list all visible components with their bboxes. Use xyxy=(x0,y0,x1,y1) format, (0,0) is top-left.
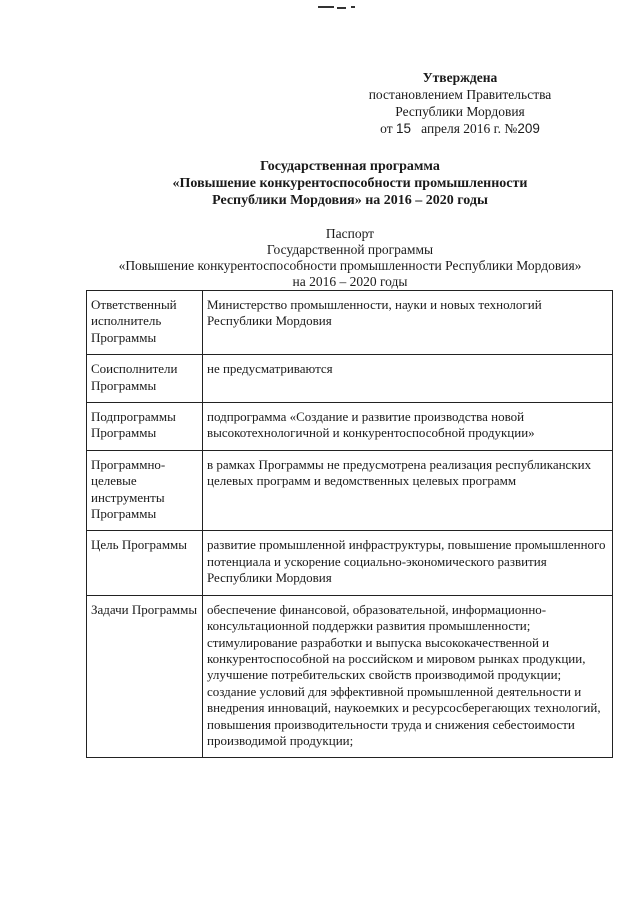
passport-heading xyxy=(80,226,620,290)
table-row xyxy=(87,403,613,451)
date-day: 15 xyxy=(396,121,412,136)
row-value-paragraph: подпрограмма «Создание и развитие производства новой высокотехнологичной и конкурентоспособной продукции» xyxy=(207,409,535,441)
table-row xyxy=(87,450,613,531)
row-value-paragraph: обеспечение финансовой, образовательной, информационно-консультационной поддержки развития промышленности; xyxy=(207,601,547,634)
table-row xyxy=(87,355,613,403)
row-label: Программно-целевые инструменты Программы xyxy=(87,450,203,531)
approval-date-line xyxy=(340,120,580,137)
passport-heading-line: Государственной программы xyxy=(266,242,434,257)
program-title-line: «Повышение конкурентоспособности промышленности xyxy=(172,176,528,191)
approval-block xyxy=(340,69,580,137)
row-value-paragraph: в рамках Программы не предусмотрена реализация республиканских целевых программ и ведомственных целевых программ xyxy=(207,456,592,489)
row-value xyxy=(203,403,613,451)
row-label: Задачи Программы xyxy=(87,595,203,758)
row-value xyxy=(203,450,613,531)
date-prefix: от xyxy=(380,121,393,136)
row-label: Соисполнители Программы xyxy=(87,355,203,403)
approval-heading: Утверждена xyxy=(422,70,498,85)
row-value xyxy=(203,355,613,403)
program-title-line: Республики Мордовия» на 2016 – 2020 годы xyxy=(212,193,488,208)
approval-line-government: постановлением Правительства xyxy=(368,87,552,102)
passport-heading-line: Паспорт xyxy=(325,226,375,241)
row-value-paragraph: создание условий для эффективной промышленной деятельности и внедрения инноваций, наукоемких и ресурсосберегающих технологий, повышения производительности труда и снижения себестоимости производимой продукции; xyxy=(207,683,601,748)
program-title xyxy=(110,158,590,209)
passport-table xyxy=(86,290,613,758)
document-number: 209 xyxy=(517,121,540,136)
date-month-year: апреля 2016 г. xyxy=(421,121,502,136)
table-row xyxy=(87,531,613,595)
row-label: Подпрограммы Программы xyxy=(87,403,203,451)
row-value-paragraph: не предусматриваются xyxy=(207,361,333,377)
row-label: Цель Программы xyxy=(87,531,203,595)
row-value xyxy=(203,531,613,595)
row-label: Ответственный исполнитель Программы xyxy=(87,291,203,355)
row-value xyxy=(203,291,613,355)
number-sign: № xyxy=(504,121,518,136)
passport-heading-line: на 2016 – 2020 годы xyxy=(292,274,408,289)
row-value xyxy=(203,595,613,758)
table-row xyxy=(87,595,613,758)
passport-heading-line: «Повышение конкурентоспособности промышленности Республики Мордовия» xyxy=(118,258,582,273)
table-row xyxy=(87,291,613,355)
row-value-paragraph: Министерство промышленности, науки и новых технологий Республики Мордовия xyxy=(207,297,542,329)
row-value-paragraph: стимулирование разработки и выпуска высококачественной и конкурентоспособной на российском и мировом рынках продукции, улучшение потребительских свойств производимой продукции; xyxy=(207,634,586,683)
scan-artifact xyxy=(318,6,362,9)
row-value-paragraph: развитие промышленной инфраструктуры, повышение промышленного потенциала и ускорение социально-экономического развития Республики Мордовия xyxy=(207,537,606,586)
approval-line-republic: Республики Мордовия xyxy=(395,104,525,119)
program-title-line: Государственная программа xyxy=(260,159,440,174)
